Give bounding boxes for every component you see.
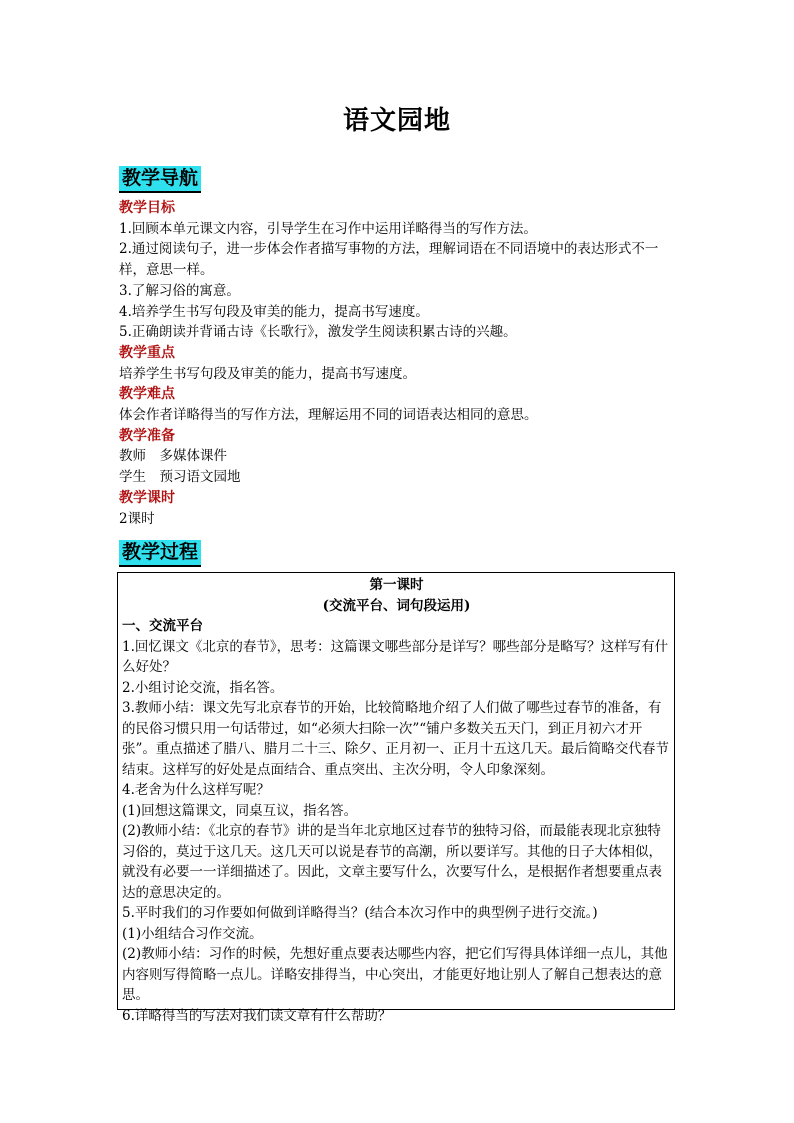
hours-text: 2课时 <box>119 510 155 527</box>
teaching-navigation-heading: 教学导航 <box>119 166 201 193</box>
lesson-paragraph: 4.老舍为什么这样写呢？ <box>122 782 270 798</box>
preparation-label: 教学准备 <box>119 427 175 444</box>
section-heading: 一、交流平台 <box>122 618 203 634</box>
difficulties-text: 体会作者详略得当的写作方法，理解运用不同的词语表达相同的意思。 <box>119 407 538 424</box>
objective-item: 5.正确朗读并背诵古诗《长歌行》，激发学生阅读积累古诗的兴趣。 <box>119 324 517 341</box>
teaching-process-heading: 教学过程 <box>119 540 201 567</box>
key-points-text: 培养学生书写句段及审美的能力，提高书写速度。 <box>119 365 416 382</box>
preparation-teacher: 教师 多媒体课件 <box>119 448 227 465</box>
objective-item: 2.通过阅读句子，进一步体会作者描写事物的方法，理解词语在不同语境中的表达形式不一样，意思一样。 <box>119 241 659 279</box>
difficulties-label: 教学难点 <box>119 386 175 403</box>
hours-label: 教学课时 <box>119 489 175 506</box>
page-title: 语文园地 <box>342 106 451 136</box>
lesson-paragraph: (1)小组结合习作交流。 <box>122 925 263 942</box>
objective-item: 1.回顾本单元课文内容，引导学生在习作中运用详略得当的写作方法。 <box>119 220 537 237</box>
lesson-paragraph: (2)教师小结：《北京的春节》讲的是当年北京地区过春节的独特习俗，而最能表现北京独特习俗的，莫过于这几天。这几天可以说是春节的高潮，所以要详写。其他的日子大体相似，就没有必要一一详细描述了。因此，文章主要写什么，次要写什么，是根据作者想要重点表达的意思决定的。 <box>122 823 662 901</box>
objective-item: 3.了解习俗的寓意。 <box>119 282 240 299</box>
lesson-paragraph: (2)教师小结：习作的时候，先想好重点要表达哪些内容，把它们写得具体详细一点儿，其他内容则写得简略一点儿。详略安排得当，中心突出，才能更好地让别人了解自己想表达的意思。 <box>122 946 668 1003</box>
teaching-navigation-section <box>119 198 679 529</box>
lesson-title: 第一课时 <box>369 577 424 593</box>
lesson-paragraph: (1)回想这篇课文，同桌互议，指名答。 <box>122 802 358 819</box>
preparation-student: 学生 预习语文园地 <box>119 469 241 486</box>
lesson-paragraph: 6.详略得当的写法对我们读文章有什么帮助？ <box>122 1007 392 1024</box>
key-points-label: 教学重点 <box>119 344 175 361</box>
objectives-label: 教学目标 <box>119 200 175 216</box>
lesson-box <box>117 572 675 1024</box>
lesson-paragraph: 3.教师小结：课文先写北京春节的开始，比较简略地介绍了人们做了哪些过春节的准备，有的民俗习惯只用一句话带过，如“必须大扫除一次”“铺户多数关五天门，到正月初六才开张”。重点描述了腊八、腊月二十三、除夕、正月初一、正月十五这几天。最后简略交代春节结束。这样写的好处是点面结合、重点突出、主次分明，令人印象深刻。 <box>122 700 669 778</box>
lesson-paragraph: 1.回忆课文《北京的春节》，思考：这篇课文哪些部分是详写？哪些部分是略写？这样写有什么好处？ <box>122 638 669 675</box>
lesson-paragraph: 2.小组讨论交流，指名答。 <box>122 679 284 696</box>
lesson-subtitle: (交流平台、词句段运用) <box>322 597 471 614</box>
lesson-paragraph: 5.平时我们的习作要如何做到详略得当？(结合本次习作中的典型例子进行交流。) <box>122 905 598 921</box>
objective-item: 4.培养学生书写句段及审美的能力，提高书写速度。 <box>119 303 429 320</box>
